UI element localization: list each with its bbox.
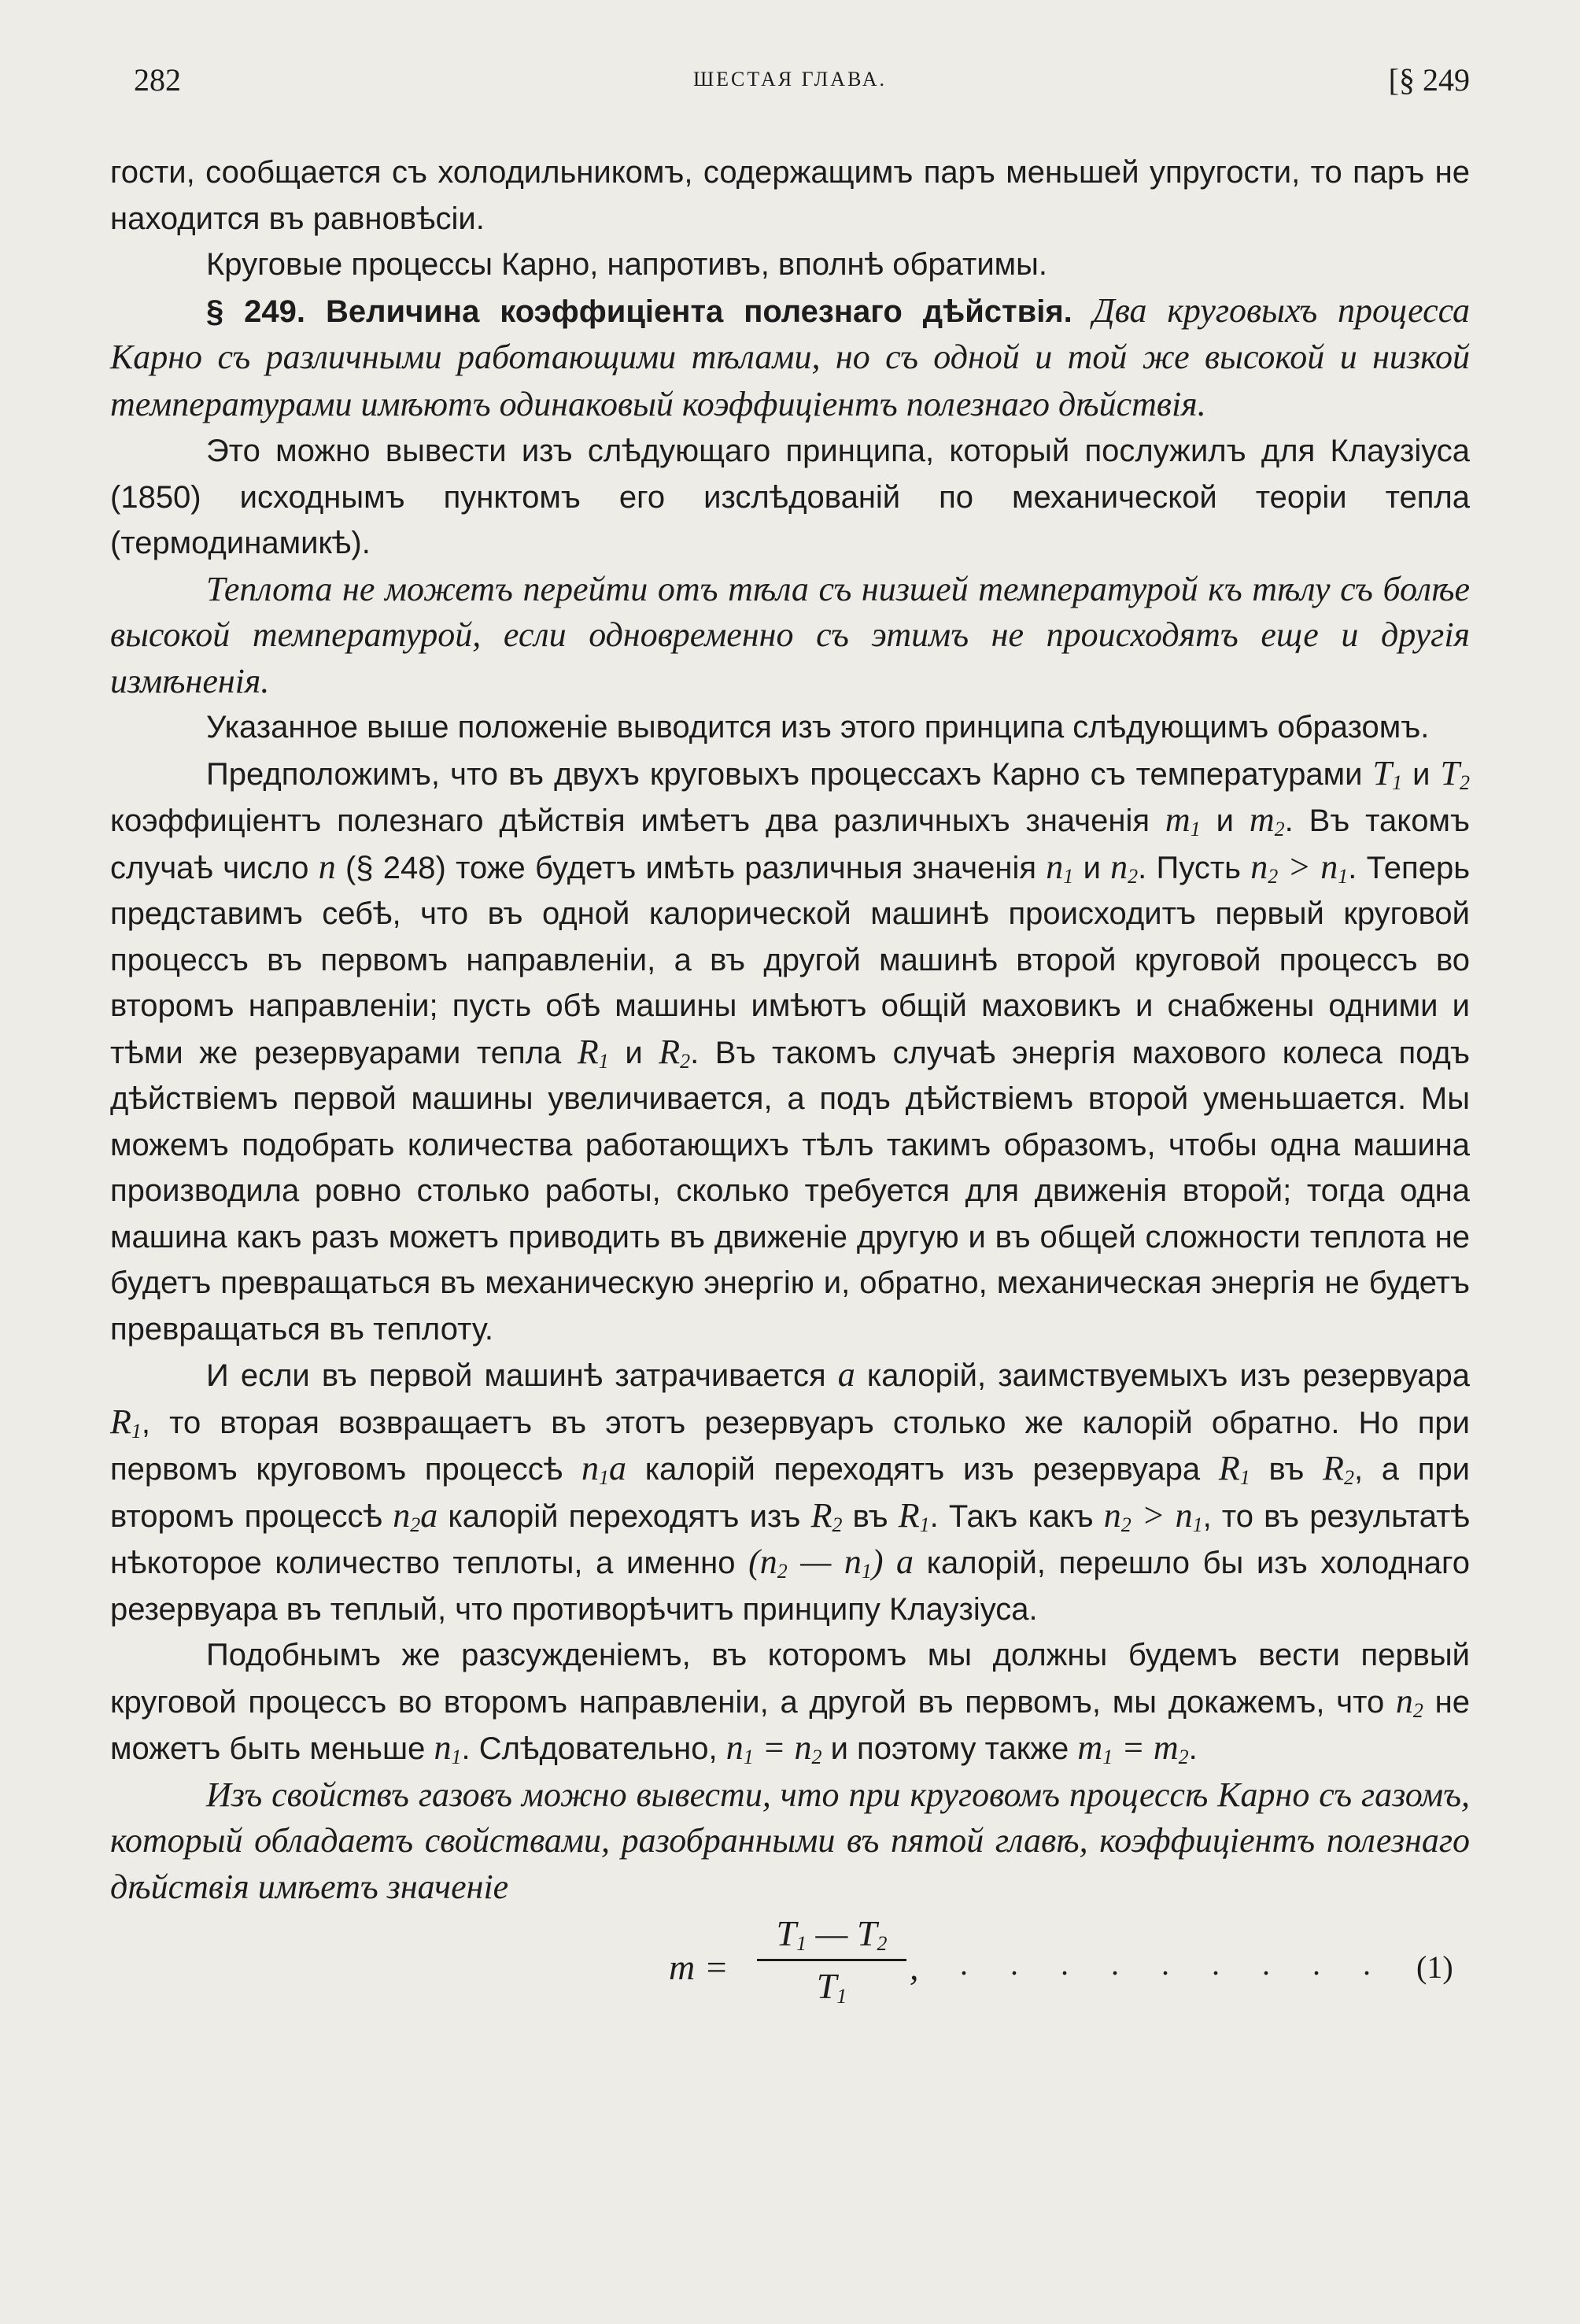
- text-run: Предположимъ, что въ двухъ круговыхъ процессахъ Карно съ температурами: [206, 756, 1363, 792]
- math-T1: $T_1$: [1372, 753, 1403, 794]
- math-n: n: [318, 847, 336, 886]
- gas-statement: Изъ свойствъ газовъ можно вывести, что при круговомъ процессѣ Карно съ газомъ, который обладаетъ свойствами, разобранными въ пятой главѣ, коэффиціентъ полезнаго дѣйствія имѣетъ значеніе: [110, 1775, 1470, 1906]
- page-body: [110, 150, 1470, 2020]
- text-run: калорій переходятъ изъ: [448, 1498, 801, 1534]
- math-R2: $R_2$: [810, 1495, 843, 1536]
- text-run: и: [1412, 756, 1430, 792]
- text-run: и: [1216, 804, 1234, 838]
- paragraph-derivation-intro: Указанное выше положеніе выводится изъ этого принципа слѣдующимъ образомъ.: [206, 710, 1430, 744]
- text-run: коэффиціентъ полезнаго дѣйствія имѣетъ два различныхъ значенія: [110, 804, 1150, 838]
- page-header: [110, 61, 1470, 109]
- clausius-principle: Теплота не можетъ перейти отъ тѣла съ низшей температурой къ тѣлу съ болѣе высокой температурой, если одновременно съ этимъ не происходятъ еще и другія измѣненія.: [110, 569, 1470, 700]
- paragraph-conclusion: [110, 1632, 1470, 1772]
- text-run: , а при второмъ процессѣ: [110, 1452, 1470, 1534]
- math-n1-eq-n2: $n_1 = n_2$: [725, 1728, 822, 1768]
- text-run: калорій, перешло бы изъ холоднаго резервуара въ теплый, что противорѣчитъ принципу Клаузіуса.: [110, 1546, 1471, 1627]
- text-run: . Такъ какъ: [929, 1498, 1094, 1534]
- text-run: калорій переходятъ изъ резервуара: [644, 1452, 1201, 1487]
- fraction-denominator: $T_1$: [816, 1966, 847, 2008]
- math-n2-gt-n1: $n_2 > n_1$: [1103, 1495, 1203, 1536]
- fraction-numerator: $T_1$ — $T_2$: [776, 1913, 888, 1955]
- text-run: . Пусть: [1138, 850, 1241, 885]
- text-run: . Теперь представимъ себѣ, что въ одной калорической машинѣ происходитъ первый круговой процессъ въ первомъ направленіи, а въ другой машинѣ второй круговой процессъ во второмъ направленіи; пусть обѣ машины имѣютъ общій маховикъ и снабжены одними и тѣми же резервуарами тепла: [110, 850, 1471, 1070]
- paragraph-contradiction: [110, 1352, 1470, 1632]
- text-run: . Въ такомъ случаѣ число: [110, 804, 1470, 885]
- equation-lhs: m =: [669, 1947, 729, 1987]
- math-n2-minus-n1-a: ($n_2$ — $n_1$) a: [748, 1543, 914, 1583]
- equation-comma: ,: [910, 1947, 919, 1987]
- section-ref: [§ 249: [1388, 62, 1470, 98]
- math-R1: $R_1$: [110, 1402, 142, 1443]
- math-n1: $n_1$: [434, 1728, 462, 1768]
- text-run: . Слѣдовательно,: [461, 1731, 718, 1766]
- math-n2-gt-n1: $n_2 > n_1$: [1250, 847, 1349, 888]
- math-m2: $m_2$: [1249, 800, 1285, 841]
- equation-1: [110, 1910, 1470, 2020]
- page-number: 282: [134, 62, 181, 98]
- section-heading: Величина коэффиціента полезнаго дѣйствія.: [325, 294, 1072, 329]
- text-run: И если въ первой машинѣ затрачивается: [206, 1358, 826, 1393]
- section-number: § 249.: [206, 294, 306, 329]
- paragraph-section-249: [110, 288, 1470, 429]
- paragraph-continuation: гости, сообщается съ холодильникомъ, содержащимъ паръ меньшей упругости, то паръ не находится въ равновѣсіи.: [110, 155, 1470, 236]
- math-R2: $R_2$: [659, 1032, 691, 1073]
- math-R1: $R_1$: [577, 1032, 609, 1073]
- math-n1-a: $n_1a$: [581, 1449, 626, 1489]
- text-run: и поэтому также: [830, 1731, 1069, 1766]
- paragraph-assumption: [110, 751, 1470, 1353]
- text-run: и: [1083, 850, 1101, 885]
- math-n1: $n_1$: [1046, 847, 1074, 888]
- equation-number: (1): [1416, 1949, 1453, 1985]
- math-m1-eq-m2: $m_1 = m_2$: [1077, 1728, 1189, 1768]
- math-n2-a: $n_2a$: [393, 1495, 438, 1536]
- math-n2: $n_2$: [1110, 847, 1139, 888]
- paragraph-reversibility: Круговые процессы Карно, напротивъ, вполнѣ обратимы.: [206, 247, 1048, 282]
- math-a: a: [837, 1355, 855, 1394]
- text-run: (§ 248) тоже будетъ имѣть различныя значенія: [345, 850, 1037, 885]
- fraction-bar: [757, 1959, 906, 1961]
- math-R1: $R_1$: [1218, 1449, 1250, 1489]
- text-run: Подобнымъ же разсужденіемъ, въ которомъ мы должны будемъ вести первый круговой процессъ во второмъ направленіи, а другой въ первомъ, мы докажемъ, что: [110, 1638, 1470, 1720]
- text-run: , то въ результатѣ нѣкоторое количество теплоты, а именно: [110, 1498, 1470, 1580]
- math-m1: $m_1$: [1165, 800, 1201, 841]
- text-run: и: [625, 1035, 643, 1070]
- math-R1: $R_1$: [898, 1495, 930, 1536]
- math-R2: $R_2$: [1323, 1449, 1354, 1489]
- math-T2: $T_2$: [1440, 753, 1470, 794]
- math-n2: $n_2$: [1395, 1681, 1423, 1722]
- text-run: .: [1188, 1731, 1198, 1766]
- text-run: калорій, заимствуемыхъ изъ резервуара: [866, 1358, 1470, 1393]
- chapter-title: ШЕСТАЯ ГЛАВА.: [692, 68, 888, 91]
- text-run: . Въ такомъ случаѣ энергія махового колеса подъ дѣйствіемъ первой машины увеличивается, а подъ дѣйствіемъ второй уменьшается. Мы можемъ подобрать количества работающихъ тѣлъ такимъ образомъ, чтобы одна машина производила ровно столько работы, сколько требуется для движенія второй; тогда одна машина какъ разъ можетъ приводить въ движеніе другую и въ общей сложности теплота не будетъ превращаться въ механическую энергію и, обратно, механическая энергія не будетъ превращаться въ теплоту.: [110, 1035, 1470, 1347]
- text-run: въ: [1268, 1452, 1305, 1487]
- text-run: въ: [852, 1498, 888, 1534]
- theorem-statement: Два круговыхъ процесса Карно съ различными работающими тѣлами, но съ одной и той же высокой и низкой температурами имѣютъ одинаковый коэффиціентъ полезнаго дѣйствія.: [110, 290, 1470, 423]
- equation-fraction: [757, 1910, 906, 2010]
- equation-leader-dots: . . . . . . . . .: [960, 1946, 1388, 1982]
- text-run: не можетъ быть меньше: [110, 1684, 1470, 1766]
- paragraph-clausius: Это можно вывести изъ слѣдующаго принципа, который послужилъ для Клаузіуса (1850) исходнымъ пунктомъ его изслѣдованій по механической теоріи тепла (термодинамикѣ).: [110, 434, 1470, 560]
- text-run: , то вторая возвращаетъ въ этотъ резервуаръ столько же калорій обратно. Но при первомъ круговомъ процессѣ: [110, 1405, 1470, 1487]
